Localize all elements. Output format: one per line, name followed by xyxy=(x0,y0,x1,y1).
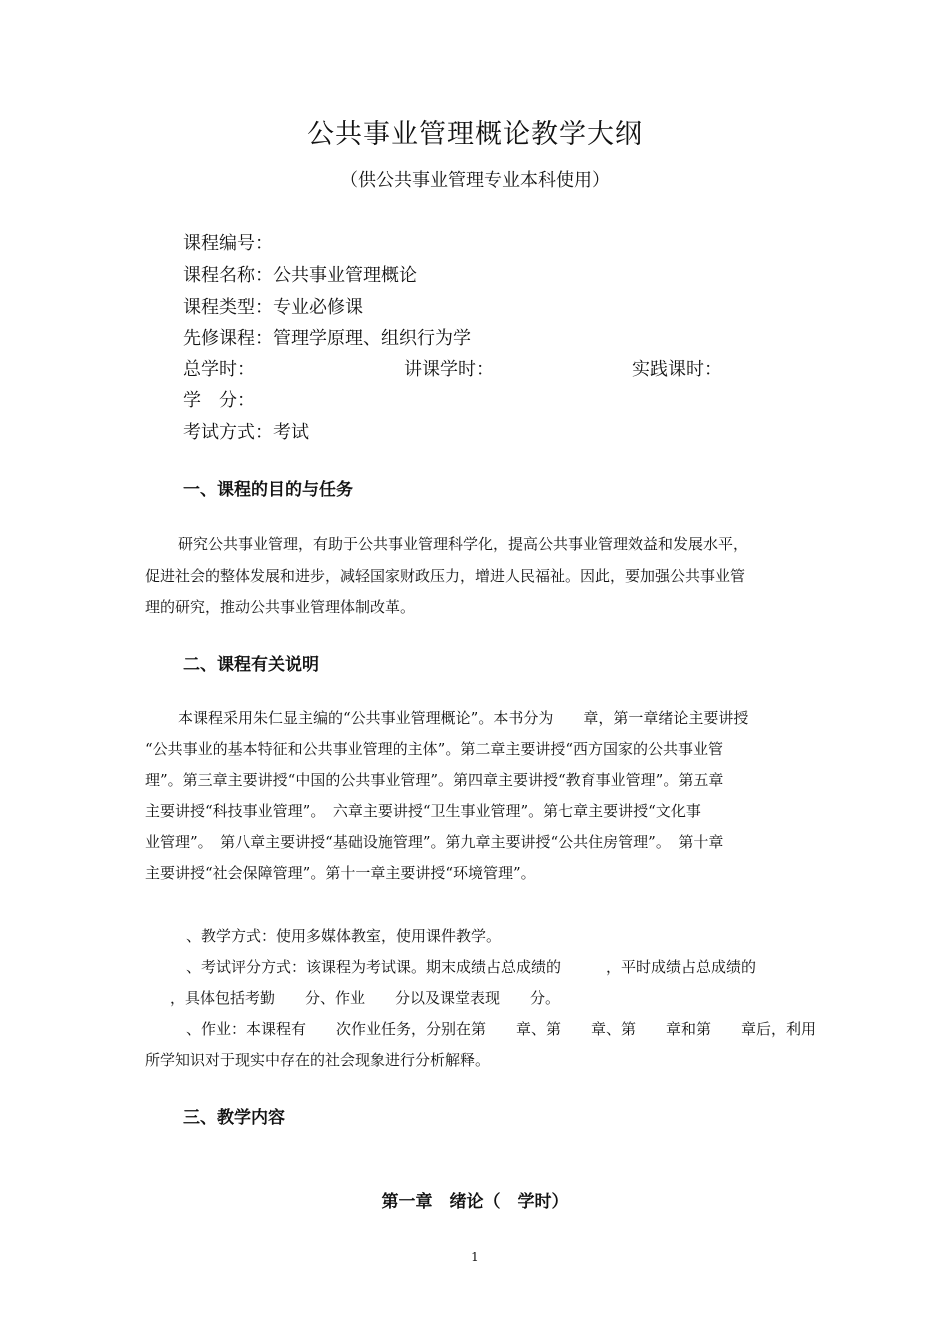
course-code: 课程编号： xyxy=(183,233,273,254)
lecture-hours: 讲课学时： xyxy=(404,359,494,380)
course-name: 课程名称：公共事业管理概论 xyxy=(183,265,417,286)
document-subtitle: （供公共事业管理专业本科使用） xyxy=(340,170,610,191)
chapter-heading: 第一章 绪论（ 学时） xyxy=(381,1192,569,1212)
section-heading-content: 三、教学内容 xyxy=(183,1108,285,1128)
paragraph-line: “公共事业的基本特征和公共事业管理的主体”。第二章主要讲授“西方国家的公共事业管 xyxy=(145,740,724,758)
teaching-method: 、教学方式：使用多媒体教室，使用课件教学。 xyxy=(186,927,502,945)
paragraph-line: 本课程采用朱仁显主编的“公共事业管理概论”。本书分为 章，第一章绪论主要讲授 xyxy=(178,709,749,727)
section-heading-purpose: 一、课程的目的与任务 xyxy=(183,480,353,500)
homework-line-1: 、作业：本课程有 次作业任务，分别在第 章、第 章、第 章和第 章后，利用 xyxy=(186,1020,817,1038)
grading-line-2: ，具体包括考勤 分、作业 分以及课堂表现 分。 xyxy=(170,989,561,1007)
course-type: 课程类型：专业必修课 xyxy=(183,297,363,318)
total-hours: 总学时： xyxy=(183,359,255,380)
section-heading-notes: 二、课程有关说明 xyxy=(183,655,319,675)
paragraph-line: 理”。第三章主要讲授“中国的公共事业管理”。第四章主要讲授“教育事业管理”。第五章 xyxy=(145,771,724,789)
paragraph-line: 研究公共事业管理，有助于公共事业管理科学化，提高公共事业管理效益和发展水平， xyxy=(178,535,749,553)
exam-method: 考试方式：考试 xyxy=(183,422,309,443)
homework-line-2: 所学知识对于现实中存在的社会现象进行分析解释。 xyxy=(145,1051,491,1069)
paragraph-line: 理的研究，推动公共事业管理体制改革。 xyxy=(145,598,416,616)
page-number: 1 xyxy=(471,1250,479,1264)
paragraph-line: 促进社会的整体发展和进步，减轻国家财政压力，增进人民福祉。因此，要加强公共事业管 xyxy=(145,567,746,585)
grading-line-1: 、考试评分方式：该课程为考试课。期末成绩占总成绩的 ，平时成绩占总成绩的 xyxy=(186,958,757,976)
document-title: 公共事业管理概论教学大纲 xyxy=(307,119,643,150)
paragraph-line: 业管理”。 第八章主要讲授“基础设施管理”。第九章主要讲授“公共住房管理”。 第十章 xyxy=(145,833,724,851)
course-prerequisites: 先修课程：管理学原理、组织行为学 xyxy=(183,328,471,349)
practice-hours: 实践课时： xyxy=(632,359,722,380)
credits: 学 分： xyxy=(183,390,255,411)
paragraph-line: 主要讲授“科技事业管理”。 六章主要讲授“卫生事业管理”。第七章主要讲授“文化事 xyxy=(145,802,701,820)
paragraph-line: 主要讲授“社会保障管理”。第十一章主要讲授“环境管理”。 xyxy=(145,864,536,882)
